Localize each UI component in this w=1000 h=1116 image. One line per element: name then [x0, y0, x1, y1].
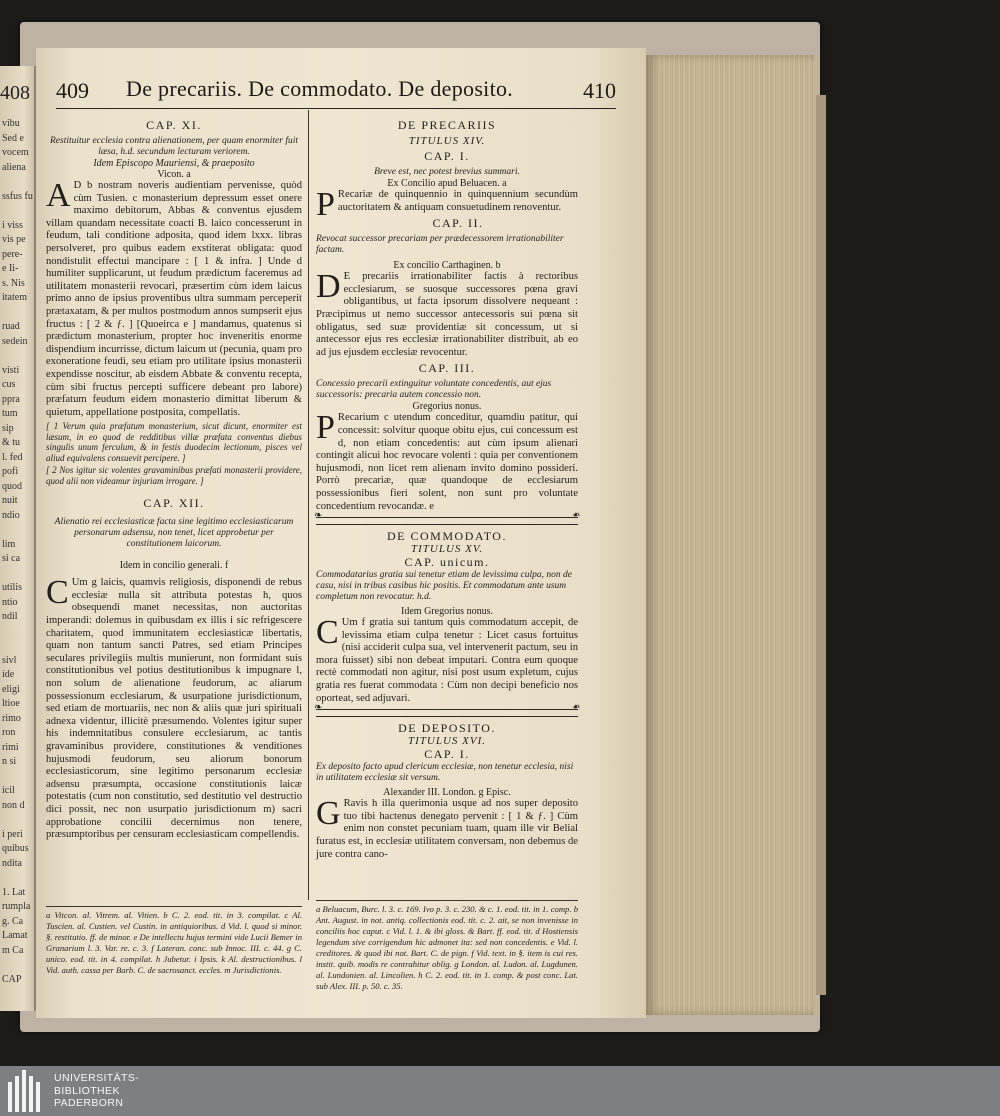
ornamental-rule — [316, 517, 578, 525]
footnotes-right: a Beluacum, Burc. l. 3. c. 169. Ivo p. 3. c. 230. & c. 1. eod. tit. in 1. comp. b Ant. August. in not. antiq. collectionis eod. tit. c. 2. ait, se non invenisse in conciliis hoc caput. c Vid. l. 1. & ibi gloss. & Bart. ff. eod. tit. d Hostiensis legendum sive corrigendum hic admonet ita: sed non concedentis. e Vid. l. creditores. & quod ibi not. Bart. C. de pign. f Vid. text. in §. item is cui res. instit. quib. modis re contrahitur oblig. g London. al. Ludon. al. Lugdunen. al. Lundonien. al. Lincolien. h C. 2. eod. tit. in 1. comp. & post conc. Lat. sub Alex. III. p. 50. c. 35. — [316, 904, 578, 991]
left-page-fragment-line: rimi — [2, 741, 19, 753]
left-page-fragment-line: quibus — [2, 843, 29, 854]
left-page-fragment-line: lim — [2, 538, 16, 550]
titulus: TITULUS XVI. — [407, 735, 486, 748]
left-page-fragment — [0, 66, 36, 1011]
left-page-fragment-line: utilis — [2, 582, 23, 593]
section-heading: DE PRECARIIS — [397, 118, 497, 132]
left-page-fragment-line: ron — [2, 727, 16, 738]
chapter-source: Idem Gregorius nonus. — [401, 606, 493, 618]
right-page — [36, 48, 646, 1018]
left-page-fragment-line: vibu — [2, 118, 20, 129]
chapter-source: Gregorius nonus. — [412, 401, 482, 413]
drop-cap: D — [316, 268, 341, 306]
page-title: De precariis. De commodato. De deposito. — [126, 76, 514, 101]
section-heading: DE DEPOSITO. — [398, 721, 496, 736]
chapter-summary: Alienatio rei ecclesiasticæ facta sine legitimo ecclesiasticarum personarum adsensu, non tenet, licet approbetur per constitutionem laicorum. — [54, 517, 294, 550]
chapter-summary: Ex deposito facto apud clericum ecclesiæ, non tenetur ecclesia, nisi in utilitatem ecclesiæ sit versum. — [316, 762, 574, 784]
chapter-heading: CAP. I. — [424, 149, 470, 163]
chapter-text: A D b nostram noveris audientiam pervenisse, quòd cùm Tusien. c monasterium depressum esset onere maximo debitorum, Abbas & conventus ejusdem villam quandam necessitate coacti B. laico concesserunt in feudum, tali conditione adposita, quod idem lxxx. libras persolveret, pro quibus eadem exstiterat obligata: quod nondistulit effectui mancipare : [ 1 & infra. ] Unde d humiliter supplicarunt, ut feudum prædictum faceremus ad utilitatem monasterii revocari, præsertim cùm idem laicus primo anno de ipsius proventibus ultra summam perceperit prætaxatam, & per multos postmodum annos sumpserit ejus fructus : [ 2 & ƒ. ] [Quoeirca e ] mandamus, quatenus si prædictum monasterium, propter hoc inveneritis enorme dispendium incurrisse, dictum laicum ut (pecunia, quam pro exoneratione feudi, seu etiam pro utilitate ipsius monasterii expendisse noscitur, ab eisdem Abbate & conventu recepta, cùm sibi fructus percepti sufficere debeant pro labore) præfatum feudum eidem monasterio dimittat liberum & quietum, appellatione postposita, compellatis. — [46, 177, 302, 418]
bracket-note: [ 1 Verum quia præfatum monasterium, sicut dicunt, enormiter est læsum, in eo quod de redditibus villæ præfata conventus diebus singulis unum ferculum, & in festis duodecim lectionum, pisces vel aliud equivalens consuevit percipere. ] — [46, 421, 302, 463]
page-number-left: 409 — [56, 78, 89, 103]
left-page-fragment-line: Sed e — [2, 132, 24, 144]
chapter-text: D E precariis irrationabiliter factis à rectoribus ecclesiarum, se suosque successores pœna gravi obligantibus, ut facta ipsorum dissolvere nequeant : Præcipimus ut nemo successor antecessoris sui pœna sit obligatus, sed suæ providentiæ sit concessum, ut si antecessor ejus res ecclesiæ irrationabiliter distribuit, ab eo ad jus ejusdem ecclesiæ revocentur. — [316, 268, 578, 358]
chapter-source: Idem Episcopo Mauriensi, & praeposito — [93, 158, 255, 169]
left-page-fragment-line: 1. Lat — [2, 886, 26, 898]
left-page-fragment-line: i viss — [2, 219, 23, 231]
drop-cap: P — [316, 409, 335, 447]
left-page-fragment-line: sedein — [2, 335, 28, 347]
left-page-fragment-line: vis pe — [2, 234, 26, 245]
chapter-heading: CAP. unicum. — [404, 555, 490, 570]
left-page-fragment-line: s. Nis — [2, 277, 25, 289]
left-page-fragment-line: rimo — [2, 712, 21, 724]
chapter-source: Idem in concilio generali. f — [119, 560, 229, 572]
footnote-rule-right — [316, 900, 578, 901]
section-heading: DE COMMODATO. — [387, 529, 507, 544]
left-page-fragment-line: ndita — [2, 857, 22, 869]
titulus: TITULUS XV. — [411, 543, 483, 556]
left-page-fragment-line: m Ca — [2, 944, 24, 956]
right-column — [316, 116, 578, 861]
left-page-fragment-line: n si — [2, 756, 17, 767]
chapter-text: C Um f gratia sui tantum quis commodatum accepit, de levissima etiam culpa tenetur : Licet casus fortuitus (nisi acciderit culpa sua, vel intervenerit pactum, seu in mora fuisset) sibi non debeat imputari. Contra eum quoque rectè commodati non agitur, nisi post usum expletum, cujus gratia res fuerat commodata : Cùm non decipi beneficio nos oporteat, sed adjuvari. — [316, 614, 578, 704]
left-page-fragment-line: ltioe — [2, 698, 20, 709]
titulus: TITULUS XIV. — [408, 135, 486, 147]
left-page-fragment-line: ide — [2, 669, 15, 680]
left-page-fragment-line: ruad — [2, 321, 20, 332]
column-divider — [308, 110, 309, 900]
left-page-fragment-line: vocem — [2, 147, 29, 158]
chapter-summary: Commodatarius gratia sui tenetur etiam de levissima culpa, non de casu, nisi in tribus casibus hic positis. Et commodatum ante usum completum non revocatur. h.d. — [316, 570, 572, 603]
left-page-fragment-line: i peri — [2, 828, 23, 840]
left-page-fragment-line: aliena — [2, 161, 26, 173]
chapter-summary: Restituitur ecclesia contra alienationem, per quam enormiter fuit læsa, h.d. secundum lecturam veriorem. — [49, 136, 299, 157]
chapter-heading: CAP. III. — [418, 361, 476, 376]
library-logo-icon — [8, 1070, 44, 1112]
drop-cap: P — [316, 186, 335, 223]
chapter-heading: CAP. XII. — [143, 496, 205, 511]
chapter-source: Ex concilio Carthaginen. b — [393, 260, 501, 272]
left-page-fragment-line: non d — [2, 799, 25, 811]
ornamental-rule — [316, 709, 578, 717]
left-page-fragment-line: ndio — [2, 509, 20, 521]
chapter-text: P Recariæ de quinquennio in quinquennium secundùm auctoritatem & antiquam consuetudinem renoventur. — [316, 186, 578, 223]
footnotes-left: a Vitcon. al. Vitrem. al. Vitien. b C. 2. eod. tit. in 3. compilat. c Al. Tuscien. al. Custien. vel Custin. in antiquioribus. d Vid. l. quod si minor. §. restitutio. ff. de minor. e De intellectu hujus termini vide Lucii Bemer in Granarium l. 3. Var. re. c. 3. f Lateran. conc. sub Innoc. III. c. 44. g C. unico. eod. tit. in 4. compilat. h Jubetur. i Ipsis. k Al. destructionibus. l Vid. auth. cassa per Barb. C. de sacrosanct. eccles. m Jurisdictionis. — [46, 910, 302, 975]
chapter-summary: Breve est, nec potest brevius summari. — [374, 167, 520, 177]
chapter-heading: CAP. XI. — [146, 118, 202, 132]
left-column — [46, 116, 302, 842]
left-page-fragment-line: visti — [2, 364, 20, 376]
left-page-fragment-line: pere- — [2, 248, 23, 260]
left-page-fragment-line: si ca — [2, 553, 21, 564]
left-page-fragment-line: ppra — [2, 393, 20, 405]
left-page-fragment-line: g. Ca — [2, 915, 24, 927]
left-page-fragment-line: e Ii- — [2, 263, 19, 274]
library-name: UNIVERSITÄTS- BIBLIOTHEK PADERBORN — [54, 1072, 140, 1109]
chapter-text: C Um g laicis, quamvis religiosis, disponendi de rebus ecclesiæ nulla sit attributa potestas h, quos obsequendi manet necessitas, non auctoritas imperandi: dolemus in quibusdam ex illis i sic refrigescere charitatem, quod immunitatem ecclesiasticæ libertatis, quam non tantum sancti Patres, sed etiam Principes seculares privilegiis multis munierunt, non formidant suis constitutionibus vel potius destitutionibus k impugnare l, non solum de alienatione feudorum, ac aliarum possessionum ecclesiarum, & usurpatione jurisdictionum, sed etiam de mortuariis, nec non & aliis quæ juri spirituali adnexa videntur, illicitè præsumendo. Volentes igitur super his indemnitatibus consulere ecclesiarum, ac tantis gravaminibus providere, constitutiones & venditiones hujusmodi feudorum, seu aliorum bonorum ecclesiasticorum, sine legitimo personarum ecclesiæ adsensu præsumpta, occasione constitutionis laicæ potestatis (cum non constitutio, sed destitutio vel destructio dici possit, nec non usurpatio jurisdictionum m) sacri approbatione concilii decernimus non tenere, præsumptoribus per censuram ecclesiasticam compellendis. — [46, 574, 302, 841]
left-page-fragment-line: eligi — [2, 683, 20, 695]
drop-cap: A — [46, 177, 71, 214]
drop-cap: G — [316, 795, 341, 833]
left-page-fragment-line: itatem — [2, 292, 27, 303]
left-page-fragment-line: tum — [2, 408, 18, 419]
left-page-fragment-line: cus — [2, 379, 16, 390]
footnote-rule-left — [46, 906, 302, 907]
left-page-fragment-line: l. fed — [2, 451, 23, 463]
library-footer — [0, 1066, 1000, 1116]
left-page-fragment-line: Lamat — [2, 930, 28, 941]
left-page-fragment-line: sivl — [2, 654, 17, 666]
left-page-fragment-line: ndil — [2, 611, 18, 622]
bracket-note: [ 2 Nos igitur sic volentes gravaminibus præfati monasterii providere, quod alii non videamur injuriam irrogare. ] — [46, 465, 302, 486]
left-page-fragment-line: CAP — [2, 973, 22, 985]
drop-cap: C — [316, 614, 339, 652]
left-page-fragment-line: nuit — [2, 495, 18, 506]
chapter-summary: Concessio precarii extinguitur voluntate concedentis, aut ejus successoris: precaria autem concessio non. — [316, 379, 552, 401]
left-page-number: 408 — [0, 82, 30, 104]
left-page-fragment-line: & tu — [2, 437, 21, 448]
chapter-source: Alexander III. London. g Episc. — [383, 787, 511, 799]
left-page-fragment-line: rumpla — [2, 901, 31, 912]
left-page-fragment-line: ntio — [2, 596, 18, 608]
left-page-fragment-line: quod — [2, 480, 22, 492]
chapter-heading: CAP. I. — [424, 747, 470, 762]
page-number-right: 410 — [583, 78, 616, 103]
left-page-fragment-line: icil — [2, 785, 15, 796]
chapter-source-2: Vicon. a — [157, 169, 191, 180]
chapter-source: Ex Concilio apud Beluacen. a — [387, 178, 507, 189]
chapter-text: P Recarium c utendum conceditur, quamdiu patitur, qui concessit: solvitur quoque obitu ejus, cui concessum est d, non etiam concedentis: aut cùm ipsum alienari contingit alicui hoc revocare volenti : quia per conventionem hujusmodi, non licet rem alienam invito domino possideri. Porrò precariæ, quæ quandoque de ecclesiarum possessionibus fieri solent, non sunt pro voluntate concedentium revocandæ. e — [316, 409, 578, 512]
page-block-edge — [646, 55, 820, 1015]
left-page-fragment-line: ssfus fu — [2, 190, 33, 202]
left-page-fragment-line: pofi — [2, 466, 19, 477]
chapter-summary: Revocat successor precariam per prædecessorem irrationabiliter factam. — [316, 234, 564, 256]
running-header — [56, 76, 616, 109]
chapter-text: G Ravis h illa querimonia usque ad nos super deposito tuo tibi hactenus denegato pervenit : [ 1 & ƒ. ] Cùm enim non constet pecuniam tuam, quam ille vir Belial furatus est, in ecclesiæ utilitatem conversam, non debemus de jure contra cano- — [316, 795, 578, 860]
left-page-fragment-line: sip — [2, 422, 14, 434]
drop-cap: C — [46, 574, 69, 612]
chapter-heading: CAP. II. — [432, 216, 484, 231]
